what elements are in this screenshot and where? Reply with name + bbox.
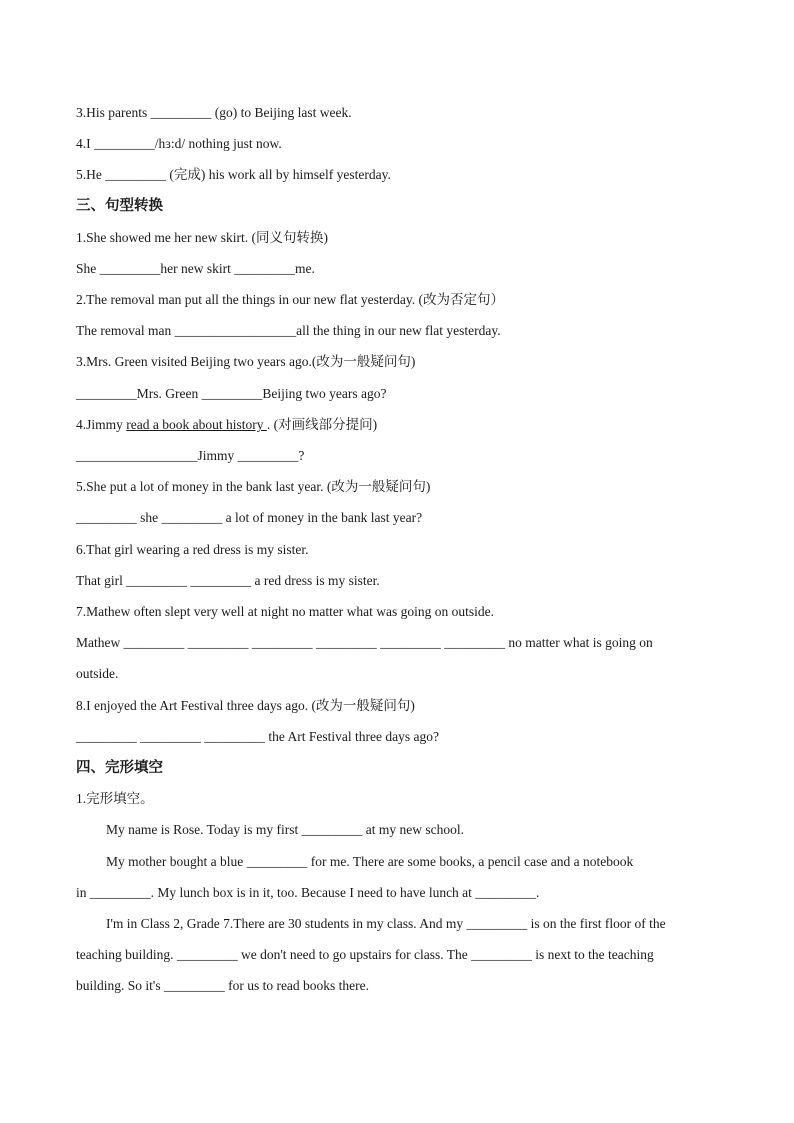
exercise-item-5: 5.He _________ (完成) his work all by himself yesterday.	[76, 167, 391, 182]
cloze-paragraph-1: My name is Rose. Today is my first _________ at my new school.	[106, 822, 465, 837]
section-heading-cloze: 四、完形填空	[76, 760, 163, 776]
section-heading-sentence-transform: 三、句型转换	[76, 198, 163, 214]
question-1: 1.She showed me her new skirt. (同义句转换)	[76, 230, 328, 245]
question-5: 5.She put a lot of money in the bank last year. (改为一般疑问句)	[76, 479, 431, 494]
cloze-paragraph-3-line-2: teaching building. _________ we don't need to go upstairs for class. The _________ is next to the teaching	[76, 947, 654, 962]
answer-2: The removal man __________________all the thing in our new flat yesterday.	[76, 323, 501, 338]
answer-4: __________________Jimmy _________?	[76, 448, 305, 463]
cloze-title: 1.完形填空。	[76, 791, 154, 806]
answer-1: She _________her new skirt _________me.	[76, 261, 315, 276]
answer-3: _________Mrs. Green _________Beijing two years ago?	[76, 386, 387, 401]
exercise-item-3: 3.His parents _________ (go) to Beijing last week.	[76, 105, 352, 120]
answer-8: _________ _________ _________ the Art Festival three days ago?	[76, 729, 439, 744]
exercise-item-4: 4.I _________/hɜ:d/ nothing just now.	[76, 136, 282, 151]
answer-7-line-2: outside.	[76, 666, 119, 681]
cloze-paragraph-3-line-1: I'm in Class 2, Grade 7.There are 30 students in my class. And my _________ is on the first floor of the	[106, 916, 666, 931]
answer-6: That girl _________ _________ a red dress is my sister.	[76, 573, 380, 588]
question-4-underlined: read a book about history	[126, 417, 267, 432]
question-6: 6.That girl wearing a red dress is my sister.	[76, 542, 309, 557]
question-4-suffix: . (对画线部分提问)	[266, 417, 378, 432]
question-7: 7.Mathew often slept very well at night no matter what was going on outside.	[76, 604, 495, 619]
answer-5: _________ she _________ a lot of money in the bank last year?	[76, 510, 423, 525]
question-3: 3.Mrs. Green visited Beijing two years ago.(改为一般疑问句)	[76, 354, 416, 369]
question-2: 2.The removal man put all the things in our new flat yesterday. (改为否定句）	[76, 292, 505, 307]
cloze-paragraph-2-line-2: in _________. My lunch box is in it, too. Because I need to have lunch at _________.	[76, 885, 540, 900]
answer-7-line-1: Mathew _________ _________ _________ _________ _________ _________ no matter what is going on	[76, 635, 653, 650]
question-4	[76, 416, 377, 434]
question-4-prefix: 4.Jimmy	[76, 417, 127, 432]
cloze-paragraph-3-line-3: building. So it's _________ for us to read books there.	[76, 978, 370, 993]
question-8: 8.I enjoyed the Art Festival three days ago. (改为一般疑问句)	[76, 698, 415, 713]
cloze-paragraph-2-line-1: My mother bought a blue _________ for me. There are some books, a pencil case and a notebook	[106, 854, 634, 869]
